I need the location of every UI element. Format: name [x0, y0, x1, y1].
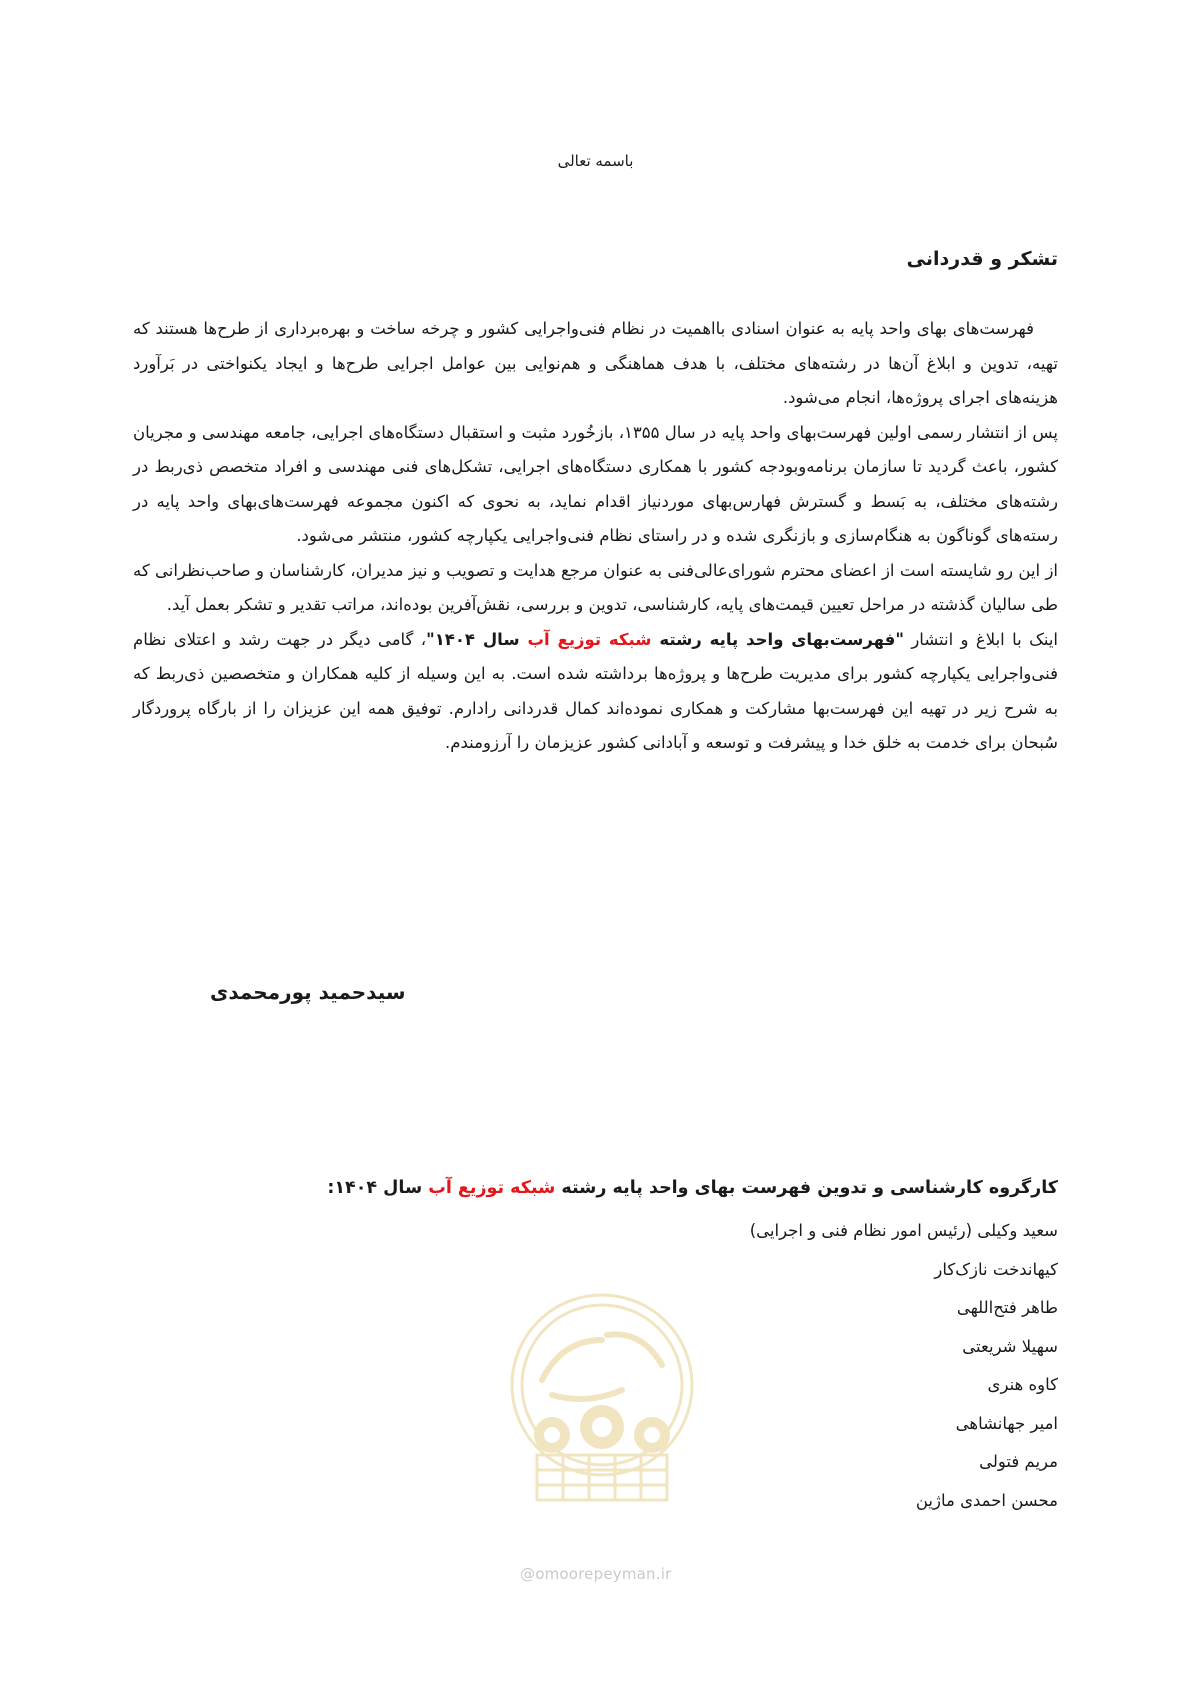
member-item: کیهاندخت نازک‌کار [934, 1259, 1058, 1279]
member-item: مریم فتولی [979, 1452, 1058, 1471]
working-group-title-start: کارگروه کارشناسی و تدوین فهرست بهای واحد پایه رشته [555, 1178, 1058, 1198]
page-title: تشکر و قدردانی [906, 248, 1058, 270]
price-list-year: سال ۱۴۰۴" [426, 629, 528, 649]
watermark-url: @omoorepeyman.ir [520, 1565, 672, 1583]
paragraph-1: فهرست‌های بهای واحد پایه به عنوان اسنادی بااهمیت در نظام فنی‌واجرایی کشور و چرخه ساخت و بهره‌برداری از طرح‌ها هستند که تهیه، تدوین و ابلاغ آن‌ها در رشته‌های مختلف، با هدف هماهنگی و هم‌نوایی بین عوامل اجرایی طرح‌ها و ایجاد یکنواختی در بَرآورد هزینه‌های اجرای پروژه‌ها، انجام می‌شود. [133, 319, 1058, 407]
paragraph-4-rest: ، گامی دیگر در جهت رشد و اعتلای نظام فنی‌واجرایی یکپارچه کشور برای مدیریت طرح‌ها و پروژه‌ها برداشته شده است. به این وسیله از کلیه همکاران و متخصصین ذی‌ربط که به شرح زیر در تهیه این فهرست‌بها مشارکت و همکاری نموده‌اند کمال قدردانی رادارم. توفیق همه این عزیزان را از بارگاه پروردگار سُبحان برای خدمت به خلق خدا و پیشرفت و توسعه و آبادانی کشور عزیزمان را آرزومندم. [133, 629, 1058, 752]
working-group-title-year: سال ۱۴۰۴: [327, 1178, 429, 1198]
price-list-name-start: "فهرست‌بهای واحد پایه رشته [651, 629, 904, 649]
paragraph-4-intro: اینک با ابلاغ و انتشار [903, 629, 1058, 649]
body-text [133, 312, 1058, 761]
member-item: کاوه هنری [987, 1375, 1058, 1394]
basmala-header: باسمه تعالی [557, 152, 634, 170]
member-item: محسن احمدی ماژین [915, 1490, 1058, 1510]
member-item: سهیلا شریعتی [962, 1336, 1058, 1356]
paragraph-2: پس از انتشار رسمی اولین فهرست‌بهای واحد پایه در سال ۱۳۵۵، بازخُورد مثبت و استقبال دستگاه‌های اجرایی، جامعه مهندسی و مجریان کشور، باعث گردید تا سازمان برنامه‌وبودجه کشور با همکاری دستگاه‌های اجرایی، تشکل‌های فنی مهندسی و افراد متخصص ذی‌ربط در رشته‌های مختلف، به بَسط و گسترش فهارس‌بهای موردنیاز اقدام نماید، به نحوی که اکنون مجموعه فهرست‌های‌بهای واحد پایه در رسته‌های گوناگون به هنگام‌سازی و بازنگری شده و در راستای نظام فنی‌واجرایی یکپارچه کشور، منتشر می‌شود. [133, 422, 1058, 545]
signature-name: سیدحمید پورمحمدی [210, 980, 406, 1004]
paragraph-4 [133, 623, 1058, 761]
member-item: امیر جهانشاهی [955, 1413, 1058, 1433]
member-list [750, 1212, 1058, 1520]
member-item: سعید وکیلی (رئیس امور نظام فنی و اجرایی) [749, 1221, 1058, 1240]
member-item: طاهر فتح‌اللهی [956, 1298, 1058, 1317]
paragraph-3: از این رو شایسته است از اعضای محترم شورای‌عالی‌فنی به عنوان مرجع هدایت و تصویب و نیز مدیران، کارشناسان و صاحب‌نظرانی که طی سالیان گذشته در مراحل تعیین قیمت‌های پایه، کارشناسی، تدوین و بررسی، نقش‌آفرین بوده‌اند، مراتب تقدیر و تشکر بعمل آید. [133, 560, 1058, 614]
field-name-highlight: شبکه توزیع آب [527, 629, 652, 649]
working-group-field-highlight: شبکه توزیع آب [428, 1178, 556, 1198]
working-group-title [327, 1178, 1058, 1198]
watermark-logo-icon [492, 1285, 712, 1555]
